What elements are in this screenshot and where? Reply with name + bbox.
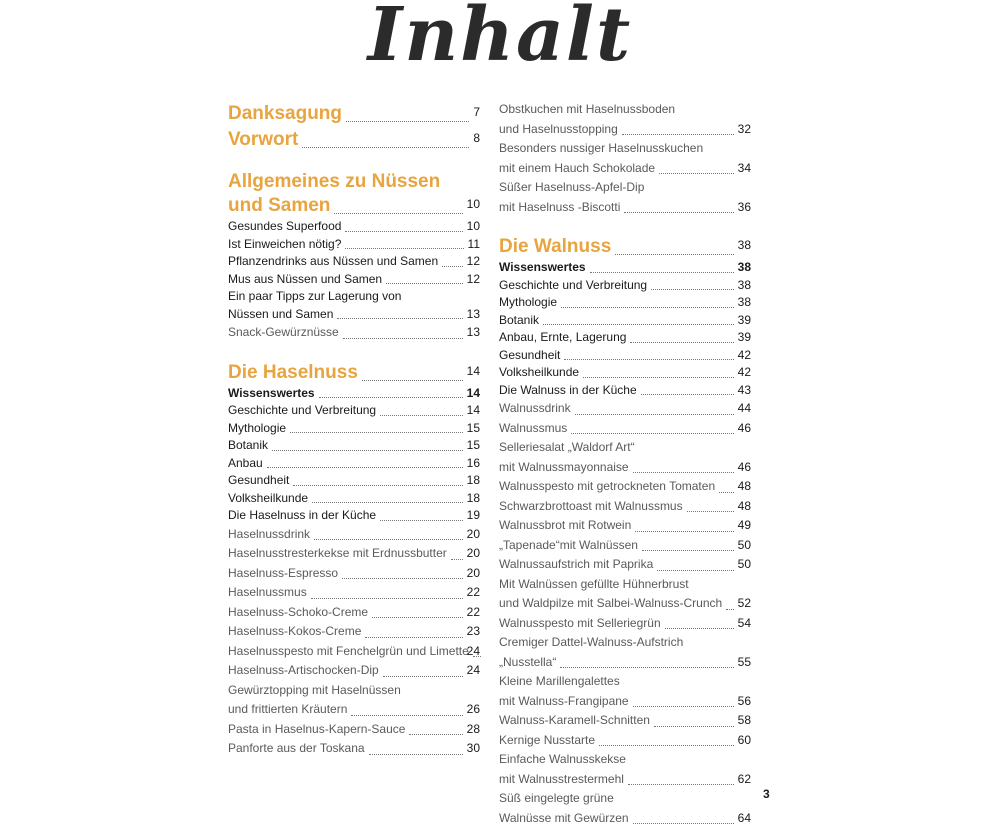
toc-page-number: 60: [738, 731, 751, 751]
toc-page-number: 19: [467, 507, 480, 525]
toc-entry-label: mit Walnuss-Frangipane: [499, 692, 629, 712]
toc-section-heading[interactable]: [228, 126, 480, 152]
toc-page-number: 48: [738, 477, 751, 497]
toc-entry-label: Haselnuss-Kokos-Creme: [228, 622, 361, 642]
toc-entry[interactable]: [499, 259, 751, 277]
toc-page-number: 43: [738, 382, 751, 400]
toc-column-left: [228, 100, 480, 759]
toc-page-number: 16: [467, 455, 480, 473]
toc-page-number: 44: [738, 399, 751, 419]
toc-entry[interactable]: [499, 100, 751, 139]
toc-page-number: 36: [738, 198, 751, 218]
toc-entry[interactable]: [228, 507, 480, 525]
toc-page-number: 38: [738, 259, 751, 277]
toc-entry-label: Haselnussdrink: [228, 525, 310, 545]
dot-leader: [343, 338, 463, 339]
dot-leader: [659, 173, 734, 174]
toc-entry-label: Haselnusspesto mit Fenchelgrün und Limette: [228, 642, 469, 662]
toc-entry-label: Schwarzbrottoast mit Walnussmus: [499, 497, 683, 517]
toc-entry[interactable]: [228, 642, 480, 662]
toc-entry[interactable]: [228, 455, 480, 473]
toc-page-number: 38: [738, 233, 751, 259]
toc-entry-label: Kernige Nusstarte: [499, 731, 595, 751]
toc-page-number: 20: [467, 525, 480, 545]
toc-page-number: 34: [738, 159, 751, 179]
dot-leader: [654, 726, 734, 727]
dot-leader: [267, 467, 463, 468]
dot-leader: [409, 734, 462, 735]
toc-entry[interactable]: [499, 419, 751, 439]
toc-entry[interactable]: [499, 536, 751, 556]
toc-entry[interactable]: [499, 438, 751, 477]
toc-entry-label: Haselnuss-Artischocken-Dip: [228, 661, 379, 681]
toc-entry[interactable]: [228, 472, 480, 490]
toc-entry[interactable]: [499, 555, 751, 575]
toc-entry[interactable]: [228, 739, 480, 759]
dot-leader: [642, 550, 734, 551]
toc-entry-label: und frittierten Kräutern: [228, 700, 347, 720]
dot-leader: [290, 432, 463, 433]
toc-entry[interactable]: [228, 236, 480, 254]
toc-entry[interactable]: [228, 564, 480, 584]
dot-leader: [622, 134, 734, 135]
toc-entry-label: Walnusspesto mit getrockneten Tomaten: [499, 477, 715, 497]
toc-entry[interactable]: [499, 477, 751, 497]
toc-page-number: 49: [738, 516, 751, 536]
dot-leader: [624, 212, 733, 213]
toc-entry-label: und Waldpilze mit Salbei-Walnuss-Crunch: [499, 594, 722, 614]
dot-leader: [561, 307, 734, 308]
dot-leader: [564, 359, 733, 360]
toc-column-right: [499, 100, 751, 828]
toc-entry[interactable]: [499, 294, 751, 312]
toc-entry-label: „Tapenade“mit Walnüssen: [499, 536, 638, 556]
toc-entry[interactable]: [228, 271, 480, 289]
toc-entry-label: Wissenswertes: [228, 385, 315, 403]
toc-entry-label: Ist Einweichen nötig?: [228, 236, 341, 254]
dot-leader: [342, 578, 463, 579]
dot-leader: [380, 520, 463, 521]
toc-page-number: 18: [467, 490, 480, 508]
toc-entry-label: Cremiger Dattel-Walnuss-Aufstrich: [499, 633, 683, 653]
toc-entry[interactable]: [499, 731, 751, 751]
toc-entry-label: Besonders nussiger Haselnusskuchen: [499, 139, 703, 159]
toc-entry[interactable]: [228, 603, 480, 623]
toc-entry[interactable]: [228, 385, 480, 403]
toc-entry[interactable]: [499, 312, 751, 330]
toc-page-number: 58: [738, 711, 751, 731]
toc-entry[interactable]: [228, 544, 480, 564]
toc-entry[interactable]: [499, 497, 751, 517]
toc-entry-label: Mythologie: [499, 294, 557, 312]
dot-leader: [369, 754, 463, 755]
dot-leader: [345, 231, 462, 232]
toc-entry-label: Mit Walnüssen gefüllte Hühnerbrust: [499, 575, 689, 595]
toc-entry-label: Panforte aus der Toskana: [228, 739, 365, 759]
toc-entry[interactable]: [228, 437, 480, 455]
section-spacer: [228, 152, 480, 170]
toc-entry[interactable]: [499, 711, 751, 731]
toc-page-number: 55: [738, 653, 751, 673]
toc-entry-label: mit einem Hauch Schokolade: [499, 159, 655, 179]
toc-page-number: 39: [738, 329, 751, 347]
dot-leader: [345, 248, 463, 249]
toc-entry-label: Gesundheit: [228, 472, 289, 490]
toc-entry[interactable]: [228, 402, 480, 420]
toc-entry-label: Pasta in Haselnus-Kapern-Sauce: [228, 720, 405, 740]
toc-page-number: 14: [467, 359, 480, 385]
toc-entry-label: Snack-Gewürznüsse: [228, 323, 339, 343]
dot-leader: [351, 715, 462, 716]
toc-entry-label: mit Walnussmayonnaise: [499, 458, 629, 478]
dot-leader: [726, 609, 734, 610]
toc-entry[interactable]: [499, 614, 751, 634]
toc-page-number: 10: [467, 192, 480, 218]
toc-entry-label: Anbau, Ernte, Lagerung: [499, 329, 626, 347]
toc-page-number: 42: [738, 364, 751, 382]
dot-leader: [383, 676, 463, 677]
toc-entry-label: Die Walnuss: [499, 235, 611, 259]
toc-entry-label: Die Haselnuss: [228, 361, 358, 385]
toc-page-number: 10: [467, 218, 480, 236]
toc-page-number: 13: [467, 323, 480, 343]
toc-entry[interactable]: [228, 218, 480, 236]
section-spacer: [499, 217, 751, 233]
toc-entry[interactable]: [499, 672, 751, 711]
toc-page-number: 14: [467, 402, 480, 420]
toc-page-number: 30: [467, 739, 480, 759]
toc-entry[interactable]: [228, 288, 480, 323]
toc-page-number: 11: [468, 236, 480, 254]
toc-entry-label: Walnuss-Karamell-Schnitten: [499, 711, 650, 731]
toc-entry-label: Walnussaufstrich mit Paprika: [499, 555, 653, 575]
toc-page-number: 50: [738, 536, 751, 556]
dot-leader: [319, 397, 463, 398]
toc-entry[interactable]: [499, 277, 751, 295]
toc-entry-label: Allgemeines zu Nüssen: [228, 170, 440, 194]
toc-page-number: 8: [473, 126, 480, 152]
toc-page-number: 50: [738, 555, 751, 575]
toc-entry[interactable]: [228, 583, 480, 603]
toc-entry-label: Obstkuchen mit Haselnussboden: [499, 100, 675, 120]
toc-entry-label: Mus aus Nüssen und Samen: [228, 271, 382, 289]
toc-entry[interactable]: [228, 661, 480, 681]
toc-entry-label: Gesundes Superfood: [228, 218, 341, 236]
toc-page-number: 32: [738, 120, 751, 140]
toc-entry-label: Selleriesalat „Waldorf Art“: [499, 438, 635, 458]
toc-page-number: 64: [738, 809, 751, 828]
toc-entry-label: Walnussmus: [499, 419, 567, 439]
toc-entry[interactable]: [228, 681, 480, 720]
dot-leader: [590, 272, 734, 273]
toc-section-heading[interactable]: [499, 233, 751, 259]
toc-entry-label: Süß eingelegte grüne: [499, 789, 614, 809]
toc-entry[interactable]: [228, 420, 480, 438]
toc-page-number: 18: [467, 472, 480, 490]
toc-entry-label: Walnussbrot mit Rotwein: [499, 516, 631, 536]
toc-entry[interactable]: [499, 178, 751, 217]
toc-entry-label: und Haselnusstopping: [499, 120, 618, 140]
toc-page-number: 23: [467, 622, 480, 642]
toc-entry[interactable]: [499, 516, 751, 536]
toc-entry-label: Walnussdrink: [499, 399, 571, 419]
toc-entry-label: und Samen: [228, 194, 330, 218]
dot-leader: [451, 559, 463, 560]
dot-leader: [560, 667, 733, 668]
toc-entry-label: Haselnuss-Schoko-Creme: [228, 603, 368, 623]
toc-entry-label: Mythologie: [228, 420, 286, 438]
dot-leader: [442, 266, 463, 267]
toc-entry-label: Geschichte und Verbreitung: [228, 402, 376, 420]
toc-entry[interactable]: [499, 750, 751, 789]
dot-leader: [365, 637, 462, 638]
toc-entry-label: Botanik: [499, 312, 539, 330]
dot-leader: [657, 570, 733, 571]
toc-page-number: 38: [738, 277, 751, 295]
dot-leader: [386, 283, 463, 284]
toc-section-heading[interactable]: [228, 359, 480, 385]
dot-leader: [583, 377, 734, 378]
toc-entry[interactable]: [499, 364, 751, 382]
toc-section-heading[interactable]: [228, 170, 480, 218]
toc-page-number: 54: [738, 614, 751, 634]
toc-entry-label: Die Haselnuss in der Küche: [228, 507, 376, 525]
toc-page-number: 26: [467, 700, 480, 720]
dot-leader: [687, 511, 734, 512]
toc-entry[interactable]: [228, 622, 480, 642]
toc-entry-label: Einfache Walnusskekse: [499, 750, 626, 770]
dot-leader: [543, 324, 734, 325]
dot-leader: [302, 147, 469, 148]
toc-page-number: 46: [738, 419, 751, 439]
toc-entry[interactable]: [499, 347, 751, 365]
dot-leader: [293, 485, 462, 486]
toc-entry-label: Ein paar Tipps zur Lagerung von: [228, 288, 401, 306]
toc-page-number: 38: [738, 294, 751, 312]
dot-leader: [337, 318, 462, 319]
toc-page-number: 42: [738, 347, 751, 365]
dot-leader: [628, 784, 734, 785]
toc-entry-label: Vorwort: [228, 128, 298, 152]
toc-entry[interactable]: [228, 525, 480, 545]
dot-leader: [346, 121, 469, 122]
toc-page-number: 15: [467, 437, 480, 455]
toc-page-number: 20: [467, 564, 480, 584]
toc-entry-label: Danksagung: [228, 102, 342, 126]
dot-leader: [635, 531, 733, 532]
dot-leader: [575, 414, 734, 415]
toc-page-number: 48: [738, 497, 751, 517]
toc-entry[interactable]: [228, 323, 480, 343]
toc-entry-label: Botanik: [228, 437, 268, 455]
toc-entry-label: Gesundheit: [499, 347, 560, 365]
toc-page-number: 20: [467, 544, 480, 564]
toc-page-number: 14: [467, 385, 480, 403]
dot-leader: [719, 492, 734, 493]
toc-entry[interactable]: [228, 720, 480, 740]
toc-entry-label: Gewürztopping mit Haselnüssen: [228, 681, 401, 701]
dot-leader: [362, 380, 463, 381]
toc-page-number: 46: [738, 458, 751, 478]
dot-leader: [633, 823, 734, 824]
toc-page-number: 39: [738, 312, 751, 330]
dot-leader: [571, 433, 733, 434]
toc-entry[interactable]: [228, 490, 480, 508]
toc-page-number: 62: [738, 770, 751, 790]
dot-leader: [630, 342, 733, 343]
toc-entry[interactable]: [499, 789, 751, 828]
page-number: 3: [763, 787, 770, 801]
toc-page-number: 13: [467, 306, 480, 324]
toc-page-number: 12: [467, 253, 480, 271]
dot-leader: [311, 598, 463, 599]
toc-entry[interactable]: [499, 139, 751, 178]
toc-page-number: 7: [473, 100, 480, 126]
toc-entry-label: Wissenswertes: [499, 259, 586, 277]
dot-leader: [665, 628, 734, 629]
toc-page-number: 22: [467, 583, 480, 603]
toc-page-number: 52: [738, 594, 751, 614]
dot-leader: [272, 450, 463, 451]
toc-entry-label: Haselnusstresterkekse mit Erdnussbutter: [228, 544, 447, 564]
toc-entry-label: Die Walnuss in der Küche: [499, 382, 637, 400]
toc-page-number: 56: [738, 692, 751, 712]
toc-entry-label: Kleine Marillengalettes: [499, 672, 620, 692]
toc-entry-label: Süßer Haselnuss-Apfel-Dip: [499, 178, 644, 198]
dot-leader: [599, 745, 734, 746]
toc-page-number: 12: [467, 271, 480, 289]
dot-leader: [641, 394, 734, 395]
toc-entry-label: Nüssen und Samen: [228, 306, 333, 324]
toc-entry-label: Walnusspesto mit Selleriegrün: [499, 614, 661, 634]
toc-entry-label: Geschichte und Verbreitung: [499, 277, 647, 295]
toc-entry-label: Volksheilkunde: [499, 364, 579, 382]
toc-entry-label: Haselnuss-Espresso: [228, 564, 338, 584]
toc-entry[interactable]: [228, 253, 480, 271]
toc-entry-label: mit Haselnuss -Biscotti: [499, 198, 620, 218]
toc-entry[interactable]: [499, 382, 751, 400]
toc-entry[interactable]: [499, 633, 751, 672]
toc-page-number: 24: [467, 661, 480, 681]
toc-entry-label: „Nusstella“: [499, 653, 556, 673]
dot-leader: [615, 254, 733, 255]
toc-entry-label: Walnüsse mit Gewürzen: [499, 809, 629, 828]
page-title: Inhalt: [0, 0, 1000, 78]
toc-page-number: 22: [467, 603, 480, 623]
toc-entry-label: Anbau: [228, 455, 263, 473]
toc-entry-label: Pflanzendrinks aus Nüssen und Samen: [228, 253, 438, 271]
dot-leader: [334, 213, 462, 214]
dot-leader: [380, 415, 463, 416]
dot-leader: [633, 472, 734, 473]
dot-leader: [372, 617, 463, 618]
toc-entry[interactable]: [499, 575, 751, 614]
dot-leader: [314, 539, 463, 540]
toc-entry[interactable]: [499, 329, 751, 347]
toc-page-number: 28: [467, 720, 480, 740]
section-spacer: [228, 343, 480, 359]
toc-entry-label: Haselnussmus: [228, 583, 307, 603]
toc-page-number: 24: [467, 642, 480, 662]
dot-leader: [651, 289, 734, 290]
toc-entry-label: mit Walnusstrestermehl: [499, 770, 624, 790]
dot-leader: [312, 502, 463, 503]
toc-entry[interactable]: [499, 399, 751, 419]
dot-leader: [633, 706, 734, 707]
toc-page-number: 15: [467, 420, 480, 438]
toc-section-heading[interactable]: [228, 100, 480, 126]
toc-entry-label: Volksheilkunde: [228, 490, 308, 508]
